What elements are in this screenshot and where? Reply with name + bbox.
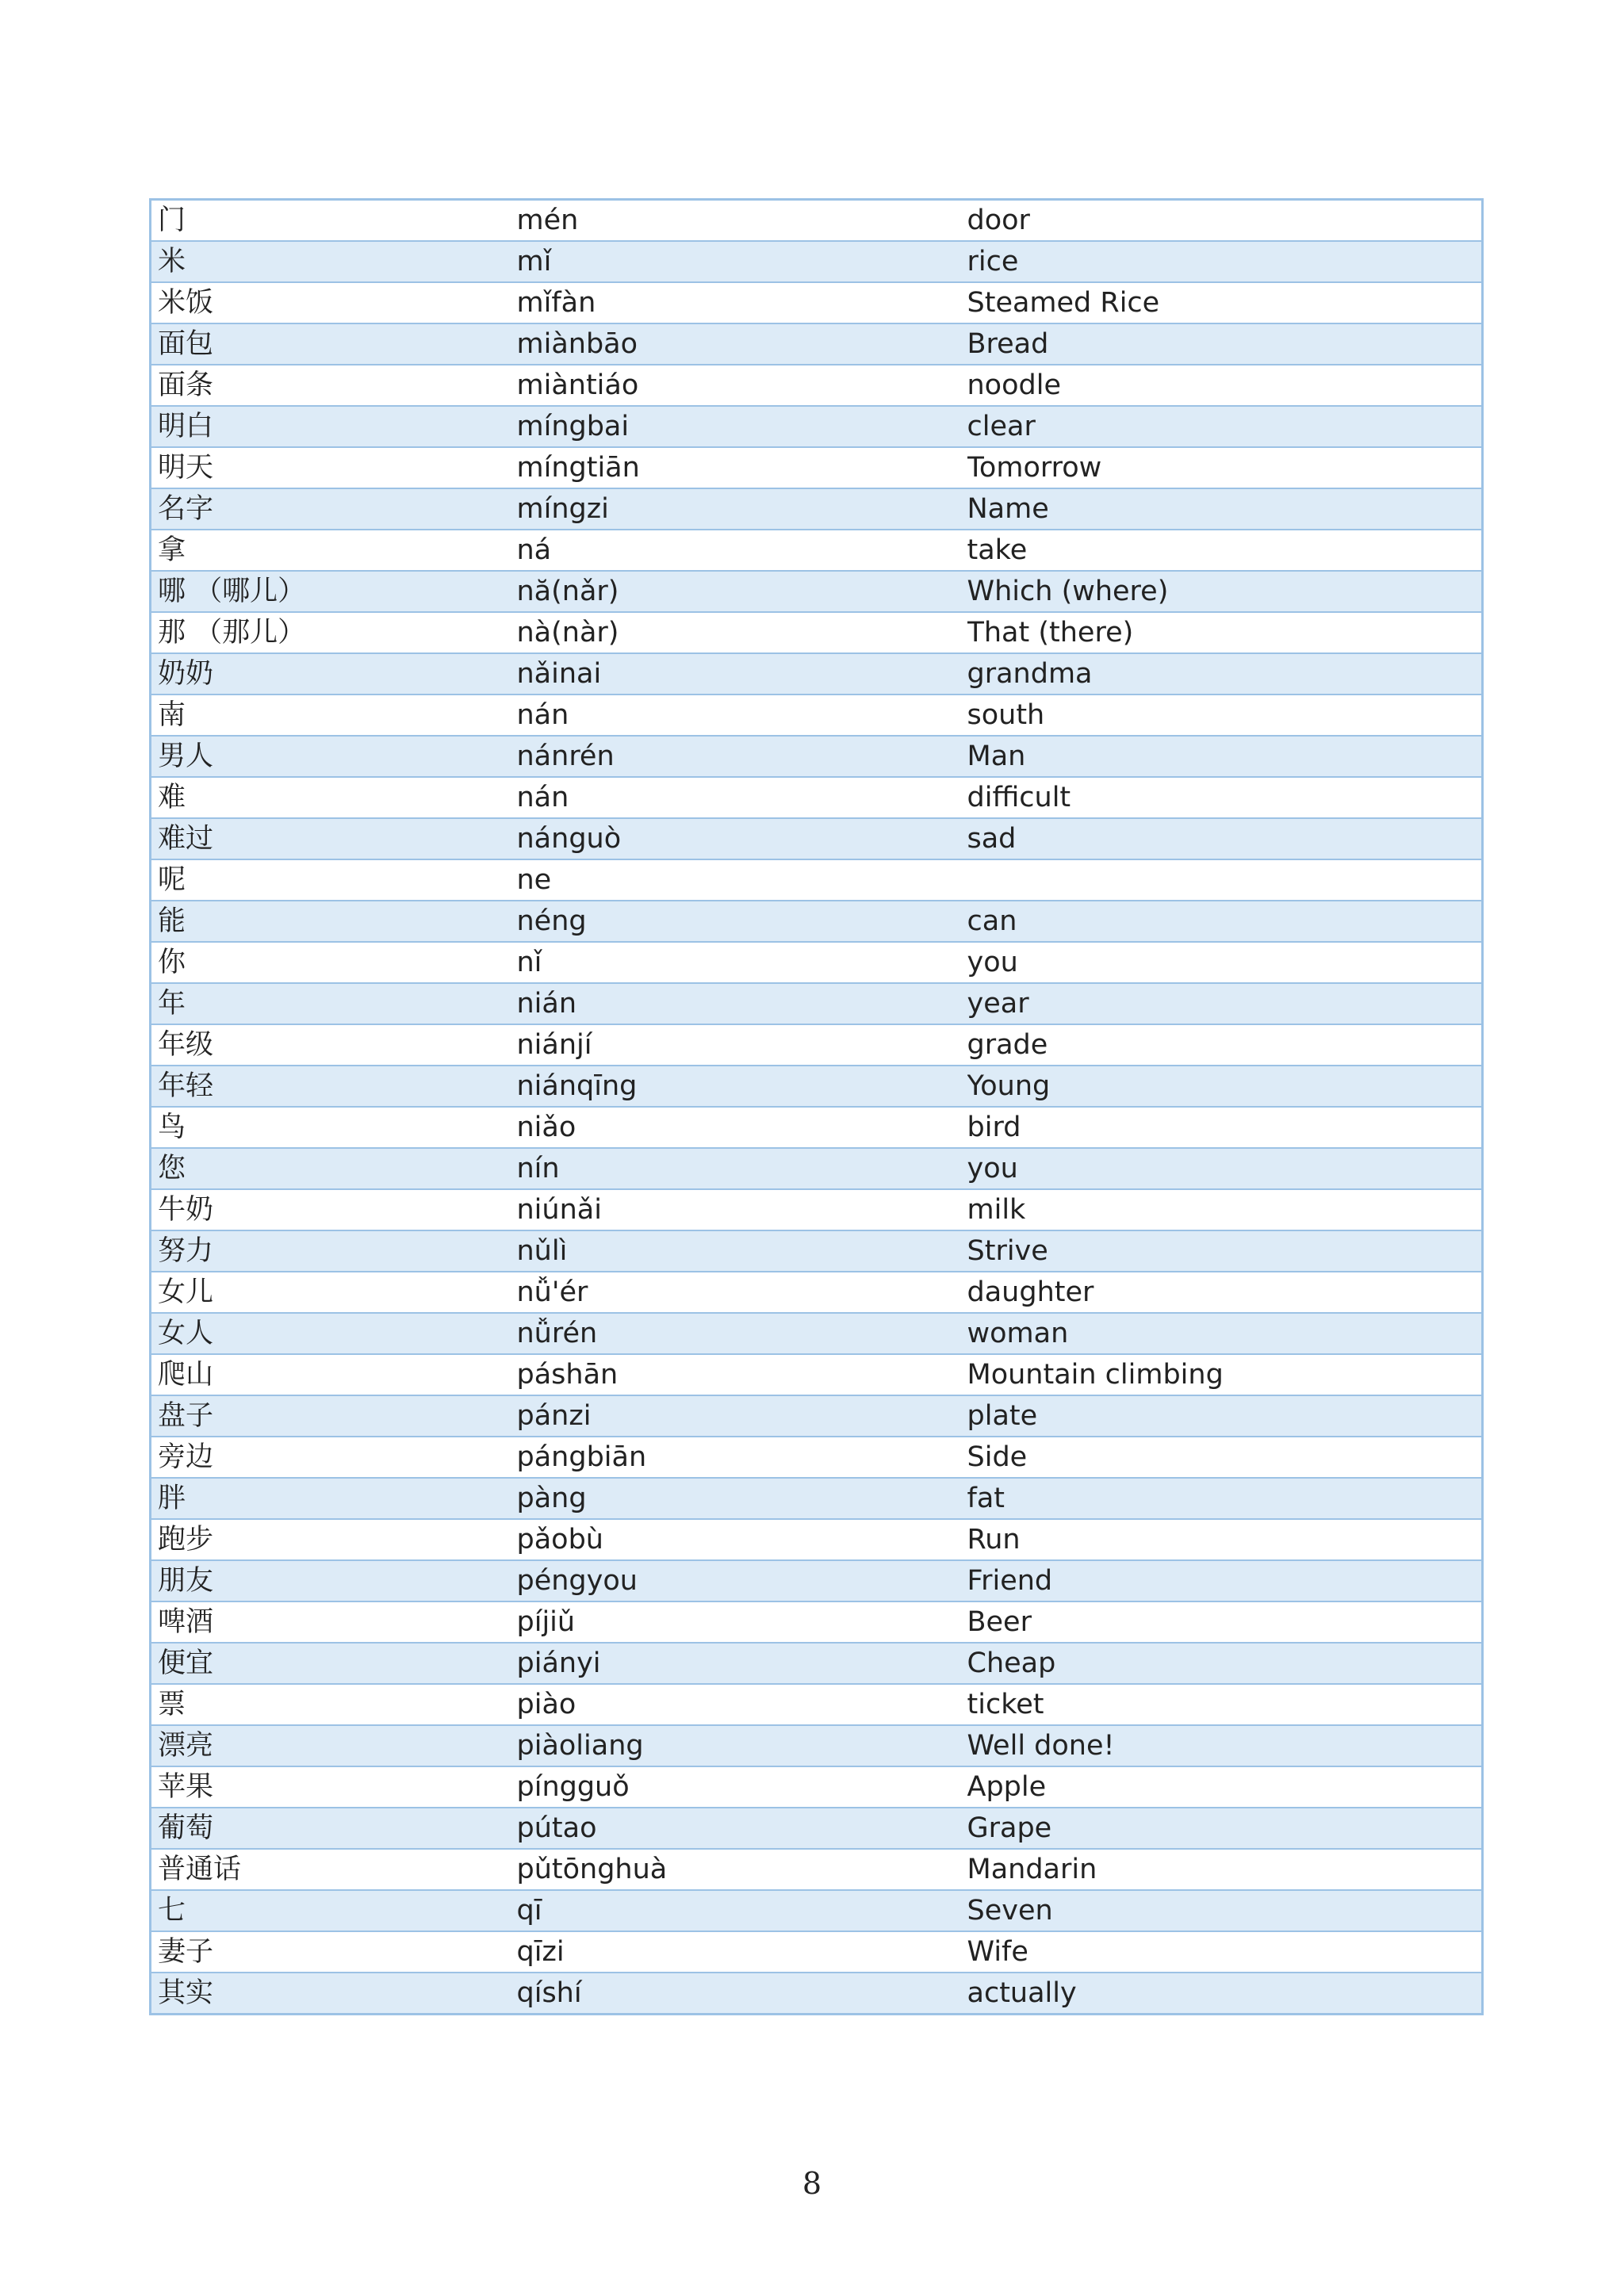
table-row (151, 282, 1483, 323)
english-cell: Well done! (967, 1725, 1483, 1766)
table-row (151, 901, 1483, 942)
pinyin-cell: niánjí (517, 1024, 967, 1066)
hanzi-cell: 年轻 (151, 1066, 517, 1107)
english-cell: rice (967, 241, 1483, 282)
table-row (151, 653, 1483, 695)
pinyin-cell: nǐ (517, 942, 967, 983)
hanzi-cell: 年级 (151, 1024, 517, 1066)
table-row (151, 1107, 1483, 1148)
table-row (151, 447, 1483, 488)
english-cell: year (967, 983, 1483, 1024)
pinyin-cell: pǎobù (517, 1519, 967, 1560)
hanzi-cell: 那 （那儿） (151, 612, 517, 653)
english-cell: Young (967, 1066, 1483, 1107)
pinyin-cell: qī (517, 1890, 967, 1931)
hanzi-cell: 葡萄 (151, 1808, 517, 1849)
pinyin-cell: péngyou (517, 1560, 967, 1601)
pinyin-cell: nín (517, 1148, 967, 1189)
table-row (151, 1148, 1483, 1189)
hanzi-cell: 鸟 (151, 1107, 517, 1148)
pinyin-cell: ná (517, 530, 967, 571)
hanzi-cell: 年 (151, 983, 517, 1024)
pinyin-cell: pǔtōnghuà (517, 1849, 967, 1890)
pinyin-cell: mén (517, 200, 967, 242)
page-number: 8 (802, 2166, 822, 2201)
table-row (151, 983, 1483, 1024)
english-cell: south (967, 695, 1483, 736)
table-row (151, 530, 1483, 571)
pinyin-cell: nánguò (517, 818, 967, 859)
english-cell: Tomorrow (967, 447, 1483, 488)
english-cell: plate (967, 1395, 1483, 1437)
hanzi-cell: 旁边 (151, 1437, 517, 1478)
table-row (151, 200, 1483, 242)
english-cell: daughter (967, 1272, 1483, 1313)
table-row (151, 1066, 1483, 1107)
pinyin-cell: míngtiān (517, 447, 967, 488)
hanzi-cell: 七 (151, 1890, 517, 1931)
table-row (151, 488, 1483, 530)
pinyin-cell: nà(nàr) (517, 612, 967, 653)
english-cell: sad (967, 818, 1483, 859)
pinyin-cell: pàng (517, 1478, 967, 1519)
table-row (151, 323, 1483, 365)
pinyin-cell: piào (517, 1684, 967, 1725)
hanzi-cell: 难 (151, 777, 517, 818)
pinyin-cell: nǔlì (517, 1230, 967, 1272)
pinyin-cell: nǚrén (517, 1313, 967, 1354)
hanzi-cell: 男人 (151, 736, 517, 777)
english-cell: fat (967, 1478, 1483, 1519)
english-cell: Run (967, 1519, 1483, 1560)
english-cell: Cheap (967, 1643, 1483, 1684)
pinyin-cell: pánzi (517, 1395, 967, 1437)
hanzi-cell: 南 (151, 695, 517, 736)
english-cell: clear (967, 406, 1483, 447)
pinyin-cell: píngguǒ (517, 1766, 967, 1808)
hanzi-cell: 跑步 (151, 1519, 517, 1560)
english-cell: Man (967, 736, 1483, 777)
english-cell: Bread (967, 323, 1483, 365)
english-cell: Strive (967, 1230, 1483, 1272)
table-row (151, 1601, 1483, 1643)
hanzi-cell: 米 (151, 241, 517, 282)
table-row (151, 612, 1483, 653)
english-cell: difficult (967, 777, 1483, 818)
hanzi-cell: 名字 (151, 488, 517, 530)
pinyin-cell: nánrén (517, 736, 967, 777)
pinyin-cell: pángbiān (517, 1437, 967, 1478)
pinyin-cell: miànbāo (517, 323, 967, 365)
table-row (151, 1684, 1483, 1725)
table-row (151, 1395, 1483, 1437)
pinyin-cell: páshān (517, 1354, 967, 1395)
hanzi-cell: 奶奶 (151, 653, 517, 695)
pinyin-cell: nǎinai (517, 653, 967, 695)
table-row (151, 1024, 1483, 1066)
pinyin-cell: nán (517, 695, 967, 736)
pinyin-cell: qīzi (517, 1931, 967, 1973)
pinyin-cell: niánqīng (517, 1066, 967, 1107)
hanzi-cell: 难过 (151, 818, 517, 859)
table-row (151, 777, 1483, 818)
pinyin-cell: míngbai (517, 406, 967, 447)
pinyin-cell: piàoliang (517, 1725, 967, 1766)
table-row (151, 1230, 1483, 1272)
english-cell: Wife (967, 1931, 1483, 1973)
pinyin-cell: mǐfàn (517, 282, 967, 323)
hanzi-cell: 能 (151, 901, 517, 942)
table-row (151, 406, 1483, 447)
pinyin-cell: nă(nǎr) (517, 571, 967, 612)
pinyin-cell: ne (517, 859, 967, 901)
pinyin-cell: pútao (517, 1808, 967, 1849)
hanzi-cell: 女儿 (151, 1272, 517, 1313)
table-row (151, 1478, 1483, 1519)
hanzi-cell: 普通话 (151, 1849, 517, 1890)
hanzi-cell: 爬山 (151, 1354, 517, 1395)
hanzi-cell: 苹果 (151, 1766, 517, 1808)
table-row (151, 1519, 1483, 1560)
table-row (151, 1890, 1483, 1931)
english-cell: Name (967, 488, 1483, 530)
table-row (151, 1354, 1483, 1395)
english-cell: grade (967, 1024, 1483, 1066)
english-cell: ticket (967, 1684, 1483, 1725)
pinyin-cell: niúnǎi (517, 1189, 967, 1230)
english-cell: milk (967, 1189, 1483, 1230)
english-cell: Side (967, 1437, 1483, 1478)
english-cell: you (967, 942, 1483, 983)
hanzi-cell: 明白 (151, 406, 517, 447)
hanzi-cell: 哪 （哪儿） (151, 571, 517, 612)
table-row (151, 859, 1483, 901)
english-cell: can (967, 901, 1483, 942)
english-cell: That (there) (967, 612, 1483, 653)
pinyin-cell: nián (517, 983, 967, 1024)
table-row (151, 1272, 1483, 1313)
table-row (151, 365, 1483, 406)
pinyin-cell: nán (517, 777, 967, 818)
table-row (151, 1189, 1483, 1230)
hanzi-cell: 盘子 (151, 1395, 517, 1437)
table-row (151, 1766, 1483, 1808)
vocab-table (149, 198, 1484, 2015)
english-cell: Friend (967, 1560, 1483, 1601)
hanzi-cell: 面包 (151, 323, 517, 365)
hanzi-cell: 朋友 (151, 1560, 517, 1601)
english-cell: bird (967, 1107, 1483, 1148)
pinyin-cell: niǎo (517, 1107, 967, 1148)
english-cell: Which (where) (967, 571, 1483, 612)
pinyin-cell: míngzi (517, 488, 967, 530)
english-cell (967, 859, 1483, 901)
table-row (151, 1849, 1483, 1890)
hanzi-cell: 您 (151, 1148, 517, 1189)
english-cell: noodle (967, 365, 1483, 406)
hanzi-cell: 拿 (151, 530, 517, 571)
english-cell: Mountain climbing (967, 1354, 1483, 1395)
english-cell: actually (967, 1973, 1483, 2015)
table-row (151, 1313, 1483, 1354)
pinyin-cell: nǚ'ér (517, 1272, 967, 1313)
english-cell: Seven (967, 1890, 1483, 1931)
table-row (151, 571, 1483, 612)
table-row (151, 241, 1483, 282)
pinyin-cell: piányi (517, 1643, 967, 1684)
table-row (151, 818, 1483, 859)
english-cell: woman (967, 1313, 1483, 1354)
hanzi-cell: 你 (151, 942, 517, 983)
hanzi-cell: 票 (151, 1684, 517, 1725)
hanzi-cell: 便宜 (151, 1643, 517, 1684)
hanzi-cell: 明天 (151, 447, 517, 488)
pinyin-cell: píjiǔ (517, 1601, 967, 1643)
hanzi-cell: 其实 (151, 1973, 517, 2015)
table-row (151, 1931, 1483, 1973)
pinyin-cell: mǐ (517, 241, 967, 282)
hanzi-cell: 门 (151, 200, 517, 242)
hanzi-cell: 啤酒 (151, 1601, 517, 1643)
english-cell: door (967, 200, 1483, 242)
table-row (151, 942, 1483, 983)
vocab-table-body (151, 200, 1483, 2015)
table-row (151, 1725, 1483, 1766)
hanzi-cell: 努力 (151, 1230, 517, 1272)
table-row (151, 1808, 1483, 1849)
pinyin-cell: miàntiáo (517, 365, 967, 406)
hanzi-cell: 面条 (151, 365, 517, 406)
hanzi-cell: 女人 (151, 1313, 517, 1354)
english-cell: take (967, 530, 1483, 571)
english-cell: Steamed Rice (967, 282, 1483, 323)
pinyin-cell: néng (517, 901, 967, 942)
english-cell: Apple (967, 1766, 1483, 1808)
english-cell: Beer (967, 1601, 1483, 1643)
table-row (151, 1560, 1483, 1601)
table-row (151, 695, 1483, 736)
english-cell: Mandarin (967, 1849, 1483, 1890)
pinyin-cell: qíshí (517, 1973, 967, 2015)
table-row (151, 1973, 1483, 2015)
hanzi-cell: 米饭 (151, 282, 517, 323)
english-cell: you (967, 1148, 1483, 1189)
table-row (151, 1643, 1483, 1684)
table-row (151, 1437, 1483, 1478)
hanzi-cell: 牛奶 (151, 1189, 517, 1230)
hanzi-cell: 胖 (151, 1478, 517, 1519)
hanzi-cell: 漂亮 (151, 1725, 517, 1766)
english-cell: Grape (967, 1808, 1483, 1849)
hanzi-cell: 呢 (151, 859, 517, 901)
hanzi-cell: 妻子 (151, 1931, 517, 1973)
table-row (151, 736, 1483, 777)
english-cell: grandma (967, 653, 1483, 695)
